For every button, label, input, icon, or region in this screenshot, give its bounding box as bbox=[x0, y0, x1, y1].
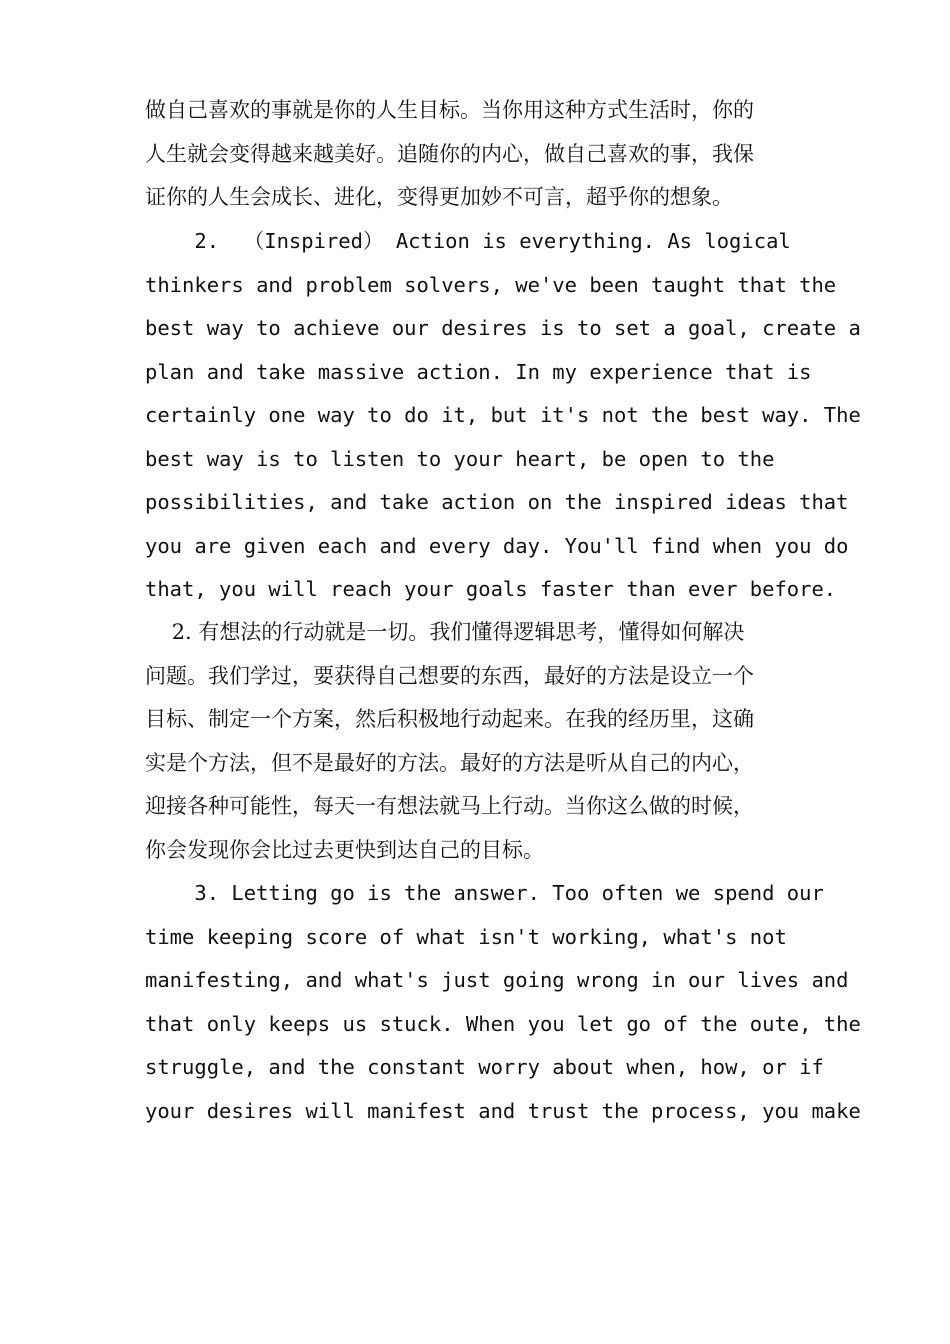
text-line: 你会发现你会比过去更快到达自己的目标。 bbox=[145, 838, 544, 862]
text-line: thinkers and problem solvers, we've been taught that the bbox=[145, 273, 837, 297]
text-line: 迎接各种可能性，每天一有想法就马上行动。当你这么做的时候， bbox=[145, 794, 754, 818]
text-line: time keeping score of what isn't working, what's not bbox=[145, 925, 787, 949]
text-line: 人生就会变得越来越美好。追随你的内心，做自己喜欢的事，我保 bbox=[145, 142, 754, 166]
text-line: 做自己喜欢的事就是你的人生目标。当你用这种方式生活时，你的 bbox=[145, 98, 754, 122]
text-line: that, you will reach your goals faster than ever before. bbox=[145, 577, 837, 601]
text-line: your desires will manifest and trust the process, you make bbox=[145, 1099, 861, 1123]
text-line: possibilities, and take action on the inspired ideas that bbox=[145, 490, 849, 514]
text-line: 目标、制定一个方案，然后积极地行动起来。在我的经历里，这确 bbox=[145, 707, 754, 731]
text-line: certainly one way to do it, but it's not the best way. The bbox=[145, 403, 861, 427]
text-line: 实是个方法，但不是最好的方法。最好的方法是听从自己的内心， bbox=[145, 751, 754, 775]
text-line: plan and take massive action. In my experience that is bbox=[145, 360, 812, 384]
text-line: struggle, and the constant worry about when, how, or if bbox=[145, 1055, 824, 1079]
text-line: manifesting, and what's just going wrong in our lives and bbox=[145, 968, 849, 992]
text-line: that only keeps us stuck. When you let go of the oute, the bbox=[145, 1012, 861, 1036]
text-line: 2. （Inspired） Action is everything. As logical bbox=[145, 229, 791, 253]
text-line: best way is to listen to your heart, be open to the bbox=[145, 447, 775, 471]
text-line: 证你的人生会成长、进化，变得更加妙不可言，超乎你的想象。 bbox=[145, 185, 733, 209]
text-line: 问题。我们学过，要获得自己想要的东西，最好的方法是设立一个 bbox=[145, 664, 754, 688]
text-line: 3. Letting go is the answer. Too often we spend our bbox=[145, 881, 824, 905]
text-line: best way to achieve our desires is to set a goal, create a bbox=[145, 316, 861, 340]
text-line: 2. 有想法的行动就是一切。我们懂得逻辑思考，懂得如何解决 bbox=[145, 620, 745, 644]
text-line: you are given each and every day. You'll find when you do bbox=[145, 534, 849, 558]
